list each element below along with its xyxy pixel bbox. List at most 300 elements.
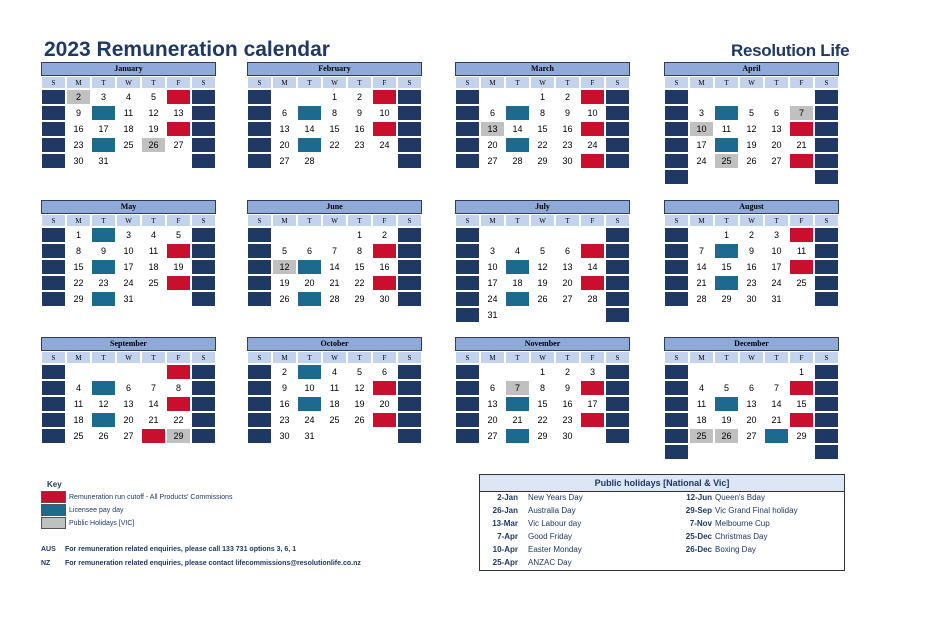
day-cell: 29 bbox=[814, 153, 839, 169]
day-cell: 12 bbox=[455, 121, 480, 137]
day-cell: 25 bbox=[605, 137, 630, 153]
holiday-name: Vic Labour day bbox=[528, 519, 582, 528]
day-cell: 5 bbox=[814, 227, 839, 243]
day-cell: 18 bbox=[605, 396, 630, 412]
day-cell: 13 bbox=[191, 243, 216, 259]
month-title: May bbox=[41, 200, 216, 214]
empty-cell bbox=[764, 364, 789, 380]
day-cell: 13 bbox=[480, 121, 505, 137]
day-cell: 3 bbox=[689, 105, 714, 121]
month-august bbox=[664, 200, 839, 307]
day-cell: 7 bbox=[764, 380, 789, 396]
weekday-header: S bbox=[814, 76, 839, 89]
weekday-header: S bbox=[455, 76, 480, 89]
weekday-header: M bbox=[272, 214, 297, 227]
day-cell: 8 bbox=[530, 380, 555, 396]
day-cell: 1 bbox=[166, 364, 191, 380]
day-cell: 26 bbox=[714, 428, 739, 444]
day-cell: 28 bbox=[580, 291, 605, 307]
month-title: January bbox=[41, 62, 216, 76]
month-title: July bbox=[455, 200, 630, 214]
day-cell: 30 bbox=[555, 428, 580, 444]
day-cell: 20 bbox=[116, 412, 141, 428]
weekday-header: S bbox=[397, 214, 422, 227]
day-cell: 10 bbox=[372, 105, 397, 121]
day-cell: 6 bbox=[480, 105, 505, 121]
day-cell: 27 bbox=[372, 412, 397, 428]
day-cell: 4 bbox=[322, 364, 347, 380]
day-cell: 22 bbox=[41, 137, 66, 153]
holiday-date: 13-Mar bbox=[492, 519, 518, 528]
day-cell: 23 bbox=[66, 137, 91, 153]
day-cell: 3 bbox=[397, 227, 422, 243]
weekday-header: T bbox=[714, 351, 739, 364]
day-cell: 17 bbox=[689, 137, 714, 153]
weekday-header: S bbox=[191, 76, 216, 89]
day-cell: 14 bbox=[397, 380, 422, 396]
empty-cell bbox=[664, 364, 689, 380]
day-cell: 28 bbox=[764, 428, 789, 444]
day-cell: 18 bbox=[116, 121, 141, 137]
weekday-header: T bbox=[714, 214, 739, 227]
empty-cell bbox=[605, 307, 630, 323]
day-cell: 14 bbox=[322, 259, 347, 275]
empty-cell bbox=[397, 428, 422, 444]
day-cell: 13 bbox=[297, 259, 322, 275]
day-cell: 13 bbox=[372, 380, 397, 396]
month-title: August bbox=[664, 200, 839, 214]
empty-cell bbox=[141, 153, 166, 169]
day-cell: 8 bbox=[605, 243, 630, 259]
day-cell: 26 bbox=[166, 275, 191, 291]
day-cell: 7 bbox=[41, 243, 66, 259]
weekday-header: M bbox=[66, 214, 91, 227]
empty-cell bbox=[191, 153, 216, 169]
holiday-date: 7-Apr bbox=[497, 532, 518, 541]
holiday-date: 26-Jan bbox=[492, 506, 518, 515]
day-cell: 16 bbox=[347, 121, 372, 137]
empty-cell bbox=[530, 227, 555, 243]
day-cell: 16 bbox=[91, 259, 116, 275]
day-cell: 6 bbox=[372, 364, 397, 380]
day-cell: 20 bbox=[191, 259, 216, 275]
weekday-header: T bbox=[505, 214, 530, 227]
empty-cell bbox=[480, 364, 505, 380]
weekday-header: W bbox=[322, 351, 347, 364]
day-cell: 18 bbox=[397, 121, 422, 137]
month-title: June bbox=[247, 200, 422, 214]
weekday-header: T bbox=[347, 351, 372, 364]
day-cell: 30 bbox=[814, 428, 839, 444]
day-cell: 18 bbox=[66, 412, 91, 428]
day-cell: 10 bbox=[580, 380, 605, 396]
day-cell: 22 bbox=[166, 412, 191, 428]
weekday-header: T bbox=[141, 351, 166, 364]
month-title: March bbox=[455, 62, 630, 76]
day-cell: 1 bbox=[347, 227, 372, 243]
day-cell: 5 bbox=[166, 227, 191, 243]
day-cell: 23 bbox=[664, 153, 689, 169]
day-cell: 24 bbox=[664, 428, 689, 444]
day-cell: 21 bbox=[580, 275, 605, 291]
holiday-date: 7-Nov bbox=[689, 519, 712, 528]
day-cell: 22 bbox=[530, 137, 555, 153]
day-cell: 3 bbox=[116, 227, 141, 243]
day-cell: 28 bbox=[191, 137, 216, 153]
day-cell: 6 bbox=[764, 105, 789, 121]
empty-cell bbox=[480, 227, 505, 243]
weekday-header: W bbox=[739, 76, 764, 89]
weekday-header: F bbox=[166, 214, 191, 227]
empty-cell bbox=[814, 444, 839, 460]
day-cell: 24 bbox=[480, 291, 505, 307]
weekday-header: F bbox=[372, 214, 397, 227]
day-cell: 25 bbox=[66, 428, 91, 444]
day-cell: 20 bbox=[764, 137, 789, 153]
weekday-header: S bbox=[191, 214, 216, 227]
day-cell: 24 bbox=[116, 275, 141, 291]
day-cell: 7 bbox=[191, 89, 216, 105]
day-cell: 14 bbox=[789, 121, 814, 137]
empty-cell bbox=[764, 89, 789, 105]
day-cell: 9 bbox=[455, 259, 480, 275]
day-cell: 20 bbox=[480, 137, 505, 153]
day-cell: 9 bbox=[814, 380, 839, 396]
empty-cell bbox=[116, 364, 141, 380]
day-cell: 16 bbox=[66, 121, 91, 137]
weekday-header: T bbox=[91, 351, 116, 364]
day-cell: 16 bbox=[272, 396, 297, 412]
day-cell: 23 bbox=[739, 275, 764, 291]
day-cell: 16 bbox=[814, 396, 839, 412]
day-cell: 6 bbox=[555, 243, 580, 259]
contact-aus bbox=[41, 546, 296, 553]
day-cell: 25 bbox=[397, 137, 422, 153]
day-cell: 8 bbox=[814, 105, 839, 121]
day-cell: 29 bbox=[66, 291, 91, 307]
month-title: February bbox=[247, 62, 422, 76]
day-cell: 29 bbox=[41, 153, 66, 169]
public-holidays-title: Public holidays [National & Vic] bbox=[480, 475, 844, 492]
day-cell: 27 bbox=[664, 291, 689, 307]
day-cell: 19 bbox=[166, 259, 191, 275]
day-cell: 17 bbox=[480, 275, 505, 291]
weekday-header: T bbox=[91, 214, 116, 227]
day-cell: 25 bbox=[605, 412, 630, 428]
day-cell: 29 bbox=[247, 428, 272, 444]
day-cell: 29 bbox=[347, 291, 372, 307]
day-cell: 17 bbox=[397, 259, 422, 275]
key-item-holiday bbox=[41, 517, 134, 529]
day-cell: 31 bbox=[480, 307, 505, 323]
empty-cell bbox=[372, 153, 397, 169]
weekday-header: W bbox=[739, 214, 764, 227]
day-cell: 19 bbox=[714, 412, 739, 428]
day-cell: 4 bbox=[141, 227, 166, 243]
day-cell: 12 bbox=[347, 380, 372, 396]
day-cell: 4 bbox=[689, 380, 714, 396]
day-cell: 10 bbox=[480, 259, 505, 275]
day-cell: 2 bbox=[66, 89, 91, 105]
day-cell: 16 bbox=[555, 396, 580, 412]
day-cell: 26 bbox=[739, 153, 764, 169]
day-cell: 19 bbox=[739, 137, 764, 153]
weekday-header: S bbox=[41, 214, 66, 227]
weekday-header: S bbox=[397, 351, 422, 364]
day-cell: 23 bbox=[191, 412, 216, 428]
day-cell: 16 bbox=[191, 396, 216, 412]
day-cell: 22 bbox=[714, 275, 739, 291]
day-cell: 29 bbox=[789, 428, 814, 444]
day-cell: 18 bbox=[689, 412, 714, 428]
empty-cell bbox=[247, 227, 272, 243]
day-cell: 30 bbox=[272, 428, 297, 444]
day-cell: 28 bbox=[689, 291, 714, 307]
day-cell: 26 bbox=[141, 137, 166, 153]
day-cell: 14 bbox=[580, 259, 605, 275]
day-cell: 28 bbox=[397, 412, 422, 428]
day-cell: 22 bbox=[322, 137, 347, 153]
day-cell: 1 bbox=[41, 89, 66, 105]
day-cell: 3 bbox=[372, 89, 397, 105]
day-cell: 11 bbox=[505, 259, 530, 275]
day-cell: 6 bbox=[480, 380, 505, 396]
day-cell: 21 bbox=[397, 396, 422, 412]
day-cell: 22 bbox=[789, 412, 814, 428]
holiday-name: ANZAC Day bbox=[528, 558, 572, 567]
month-november bbox=[455, 337, 630, 444]
day-cell: 19 bbox=[247, 137, 272, 153]
day-cell: 21 bbox=[322, 275, 347, 291]
day-cell: 27 bbox=[297, 291, 322, 307]
day-cell: 25 bbox=[505, 291, 530, 307]
day-cell: 9 bbox=[372, 243, 397, 259]
weekday-header: T bbox=[297, 214, 322, 227]
day-cell: 2 bbox=[347, 89, 372, 105]
day-cell: 16 bbox=[455, 275, 480, 291]
day-cell: 17 bbox=[764, 259, 789, 275]
holiday-name: Australia Day bbox=[528, 506, 576, 515]
empty-cell bbox=[689, 364, 714, 380]
empty-cell bbox=[272, 89, 297, 105]
day-cell: 24 bbox=[41, 428, 66, 444]
weekday-header: T bbox=[141, 76, 166, 89]
day-cell: 24 bbox=[689, 153, 714, 169]
empty-cell bbox=[505, 227, 530, 243]
month-july bbox=[455, 200, 630, 323]
empty-cell bbox=[505, 89, 530, 105]
empty-cell bbox=[397, 153, 422, 169]
day-cell: 3 bbox=[297, 364, 322, 380]
empty-cell bbox=[91, 364, 116, 380]
month-june bbox=[247, 200, 422, 307]
day-cell: 4 bbox=[247, 243, 272, 259]
day-cell: 5 bbox=[739, 105, 764, 121]
day-cell: 3 bbox=[91, 89, 116, 105]
day-cell: 5 bbox=[455, 105, 480, 121]
day-cell: 7 bbox=[505, 105, 530, 121]
key-label: Licensee pay day bbox=[69, 506, 124, 514]
weekday-header: S bbox=[397, 76, 422, 89]
day-cell: 18 bbox=[322, 396, 347, 412]
weekday-header: M bbox=[272, 76, 297, 89]
empty-cell bbox=[789, 291, 814, 307]
empty-cell bbox=[455, 364, 480, 380]
day-cell: 28 bbox=[789, 153, 814, 169]
day-cell: 15 bbox=[530, 121, 555, 137]
day-cell: 2 bbox=[814, 364, 839, 380]
empty-cell bbox=[297, 227, 322, 243]
day-cell: 5 bbox=[714, 380, 739, 396]
day-cell: 13 bbox=[166, 105, 191, 121]
weekday-header: S bbox=[247, 351, 272, 364]
weekday-header: S bbox=[455, 351, 480, 364]
day-cell: 8 bbox=[41, 105, 66, 121]
empty-cell bbox=[247, 89, 272, 105]
day-cell: 3 bbox=[580, 89, 605, 105]
day-cell: 4 bbox=[505, 243, 530, 259]
day-cell: 20 bbox=[664, 275, 689, 291]
weekday-header: F bbox=[789, 214, 814, 227]
weekday-header: S bbox=[605, 351, 630, 364]
day-cell: 21 bbox=[191, 121, 216, 137]
weekday-header: W bbox=[322, 76, 347, 89]
day-cell: 14 bbox=[141, 396, 166, 412]
day-cell: 1 bbox=[814, 89, 839, 105]
day-cell: 1 bbox=[530, 89, 555, 105]
day-cell: 14 bbox=[41, 259, 66, 275]
day-cell: 21 bbox=[789, 137, 814, 153]
weekday-header: S bbox=[191, 351, 216, 364]
day-cell: 15 bbox=[322, 121, 347, 137]
key-label: Public Holidays [VIC] bbox=[69, 519, 135, 527]
weekday-header: M bbox=[480, 76, 505, 89]
day-cell: 24 bbox=[397, 275, 422, 291]
day-cell: 19 bbox=[141, 121, 166, 137]
day-cell: 9 bbox=[66, 105, 91, 121]
holiday-name: Easter Monday bbox=[528, 545, 582, 554]
day-cell: 9 bbox=[91, 243, 116, 259]
empty-cell bbox=[505, 364, 530, 380]
empty-cell bbox=[814, 169, 839, 185]
day-cell: 8 bbox=[322, 105, 347, 121]
empty-cell bbox=[714, 89, 739, 105]
day-cell: 10 bbox=[116, 243, 141, 259]
weekday-header: T bbox=[141, 214, 166, 227]
day-cell: 1 bbox=[247, 364, 272, 380]
day-cell: 17 bbox=[116, 259, 141, 275]
day-cell: 23 bbox=[91, 275, 116, 291]
empty-cell bbox=[689, 227, 714, 243]
weekday-header: W bbox=[530, 76, 555, 89]
day-cell: 2 bbox=[664, 105, 689, 121]
holiday-name: Good Friday bbox=[528, 532, 573, 541]
day-cell: 15 bbox=[166, 396, 191, 412]
day-cell: 7 bbox=[397, 364, 422, 380]
page-title: 2023 Remuneration calendar bbox=[44, 38, 330, 61]
holiday-date: 12-Jun bbox=[686, 493, 712, 502]
day-cell: 8 bbox=[66, 243, 91, 259]
day-cell: 23 bbox=[555, 137, 580, 153]
day-cell: 23 bbox=[372, 275, 397, 291]
holiday-name: Melbourne Cup bbox=[715, 519, 770, 528]
day-cell: 31 bbox=[764, 291, 789, 307]
public-holidays-table bbox=[479, 474, 845, 571]
day-cell: 25 bbox=[714, 153, 739, 169]
weekday-header: F bbox=[580, 76, 605, 89]
day-cell: 26 bbox=[455, 428, 480, 444]
weekday-header: S bbox=[605, 76, 630, 89]
day-cell: 4 bbox=[66, 380, 91, 396]
weekday-header: M bbox=[689, 76, 714, 89]
day-cell: 19 bbox=[530, 275, 555, 291]
day-cell: 11 bbox=[789, 243, 814, 259]
holiday-name: Boxing Day bbox=[715, 545, 756, 554]
day-cell: 10 bbox=[764, 243, 789, 259]
empty-cell bbox=[714, 444, 739, 460]
weekday-header: S bbox=[455, 214, 480, 227]
day-cell: 26 bbox=[530, 291, 555, 307]
day-cell: 26 bbox=[272, 291, 297, 307]
weekday-header: F bbox=[789, 351, 814, 364]
day-cell: 25 bbox=[689, 428, 714, 444]
holiday-date: 26-Dec bbox=[685, 545, 712, 554]
empty-cell bbox=[41, 364, 66, 380]
day-cell: 29 bbox=[714, 291, 739, 307]
day-cell: 7 bbox=[297, 105, 322, 121]
day-cell: 24 bbox=[91, 137, 116, 153]
empty-cell bbox=[505, 307, 530, 323]
day-cell: 15 bbox=[41, 121, 66, 137]
day-cell: 27 bbox=[166, 137, 191, 153]
day-cell: 25 bbox=[116, 137, 141, 153]
day-cell: 30 bbox=[555, 153, 580, 169]
weekday-header: S bbox=[664, 76, 689, 89]
day-cell: 12 bbox=[714, 396, 739, 412]
day-cell: 15 bbox=[789, 396, 814, 412]
day-cell: 12 bbox=[141, 105, 166, 121]
holiday-date: 25-Apr bbox=[492, 558, 518, 567]
day-cell: 11 bbox=[322, 380, 347, 396]
day-cell: 31 bbox=[580, 153, 605, 169]
empty-cell bbox=[372, 428, 397, 444]
weekday-header: T bbox=[764, 351, 789, 364]
day-cell: 14 bbox=[689, 259, 714, 275]
weekday-header: F bbox=[166, 76, 191, 89]
day-cell: 27 bbox=[272, 153, 297, 169]
day-cell: 10 bbox=[41, 396, 66, 412]
day-cell: 9 bbox=[191, 380, 216, 396]
day-cell: 4 bbox=[789, 227, 814, 243]
day-cell: 12 bbox=[739, 121, 764, 137]
day-cell: 15 bbox=[814, 121, 839, 137]
weekday-header: W bbox=[530, 351, 555, 364]
empty-cell bbox=[689, 89, 714, 105]
day-cell: 29 bbox=[166, 428, 191, 444]
day-cell: 28 bbox=[505, 428, 530, 444]
day-cell: 11 bbox=[397, 105, 422, 121]
day-cell: 1 bbox=[66, 227, 91, 243]
empty-cell bbox=[455, 227, 480, 243]
day-cell: 6 bbox=[191, 227, 216, 243]
key-item-run bbox=[41, 491, 232, 503]
holiday-name: Vic Grand Final holiday bbox=[715, 506, 798, 515]
day-cell: 6 bbox=[166, 89, 191, 105]
day-cell: 21 bbox=[41, 275, 66, 291]
key-label: Remuneration run cutoff - All Products' Commissions bbox=[69, 493, 233, 501]
empty-cell bbox=[739, 169, 764, 185]
day-cell: 13 bbox=[764, 121, 789, 137]
